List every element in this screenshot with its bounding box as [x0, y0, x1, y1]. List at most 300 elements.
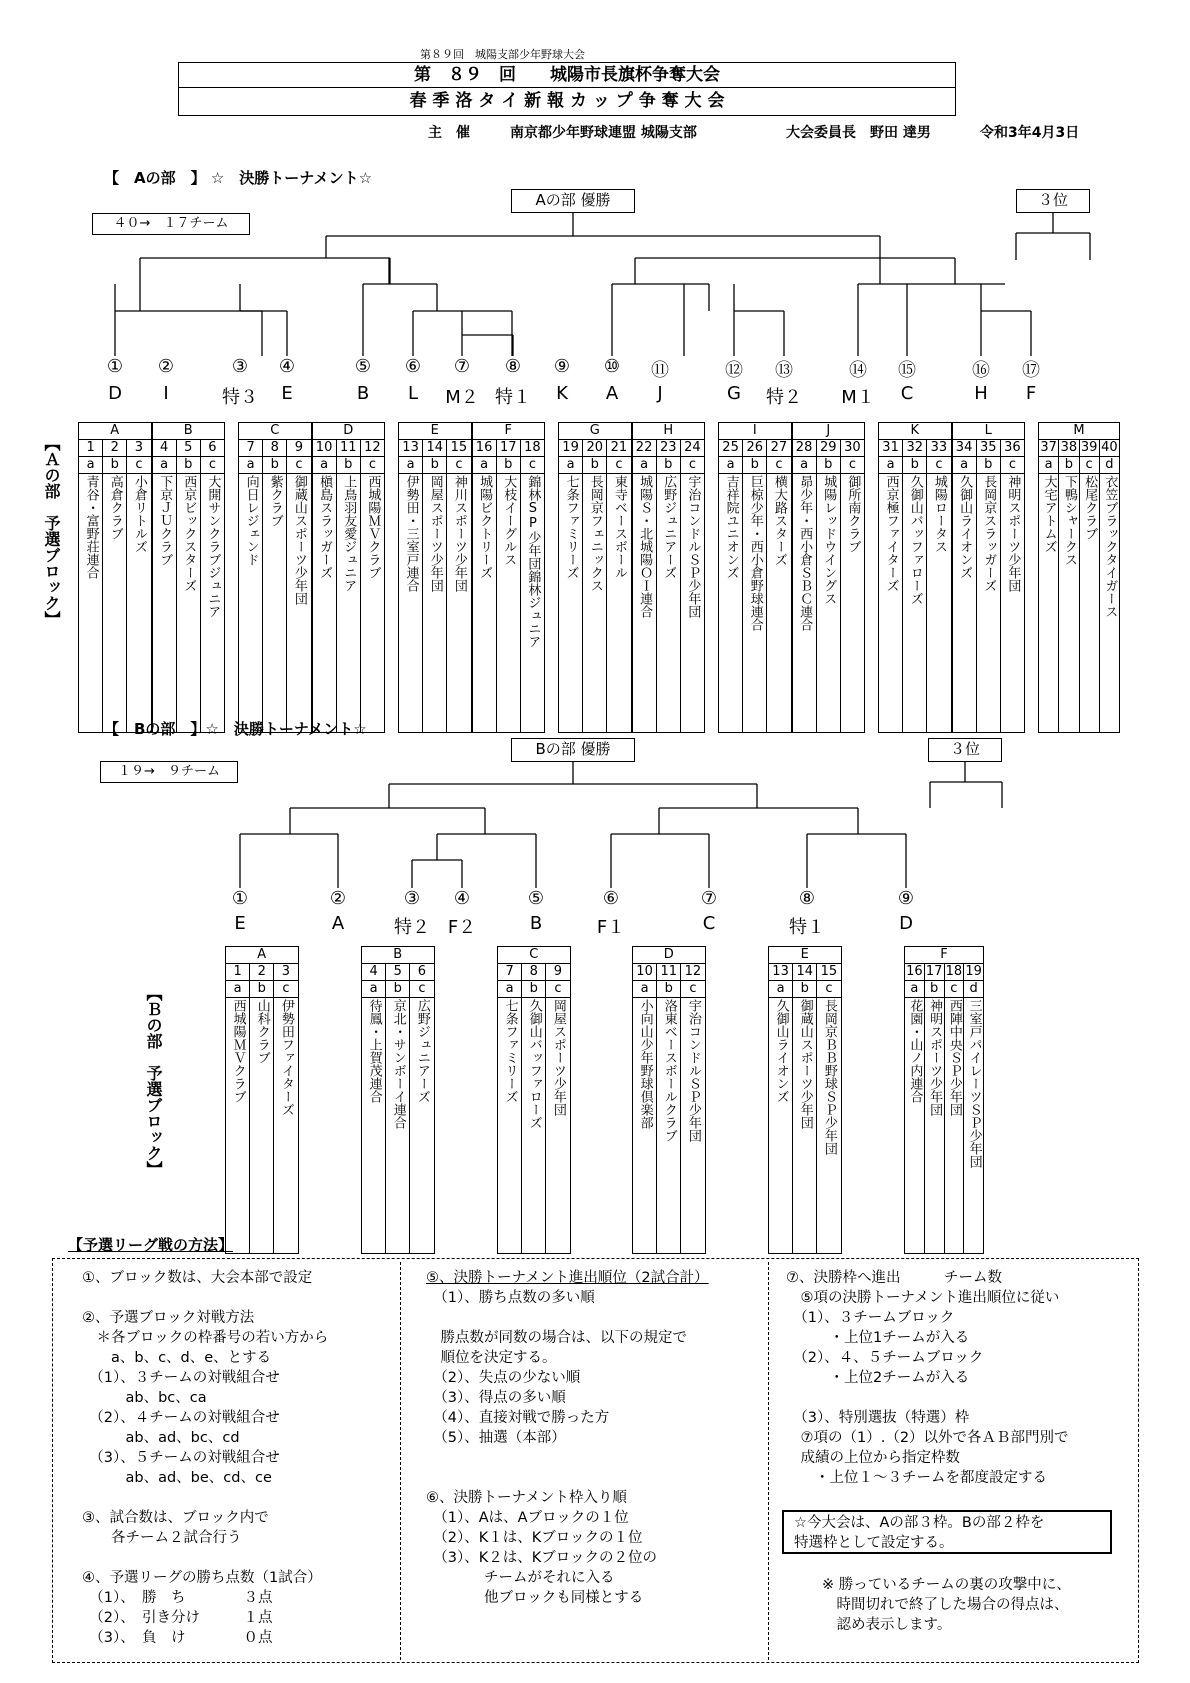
block-letter: a — [239, 457, 263, 474]
rule-line: （3）、特別選抜（特選）枠 — [786, 1410, 970, 1426]
block-number: 6 — [410, 964, 434, 981]
rule-line: （1）、Aは、Aブロックの１位 — [426, 1510, 629, 1526]
a-slot: ⑰ — [1022, 360, 1040, 381]
rule-line: 認め表示します。 — [822, 1617, 952, 1633]
rule-line: 時間切れで終了した場合の得点は、 — [822, 1597, 1069, 1613]
block-number: 15 — [817, 964, 841, 981]
block-number: 40 — [1101, 440, 1118, 455]
a-slot: ⑭ — [849, 360, 867, 381]
block-letter: a — [399, 457, 423, 474]
rule-line: （1）、３チームの対戦組合せ — [82, 1370, 280, 1386]
block-label: I — [719, 423, 792, 440]
a-slot: ⑯ — [972, 360, 990, 381]
rule-line: ③、試合数は、ブロック内で — [82, 1510, 269, 1526]
a-count-box: ４０→ １７チーム — [92, 213, 250, 235]
block-table-B — [361, 946, 435, 1254]
b-slot: ⑦ — [700, 888, 718, 909]
block-letter: b — [103, 457, 127, 474]
a-seed: 特３ — [222, 387, 258, 408]
block-number: 14 — [793, 964, 817, 981]
rule-line: ⑥、決勝トーナメント枠入り順 — [426, 1490, 627, 1506]
block-number: 9 — [287, 440, 311, 457]
block-letter: b — [336, 457, 360, 474]
block-letter: d — [964, 981, 984, 998]
block-label: E — [399, 423, 472, 440]
rule-line: （3）、 負 け ０点 — [82, 1630, 273, 1646]
block-number: 10 — [312, 440, 336, 457]
team-name: 御所南クラブ — [845, 475, 861, 553]
block-number: 34 — [952, 440, 976, 457]
rules-title: 【予選リーグ戦の方法】 — [68, 1236, 234, 1254]
block-number: 22 — [632, 440, 656, 457]
special-notice: ☆今大会は、Aの部３枠。Bの部２枠を 特選枠として設定する。 — [794, 1515, 1088, 1551]
b-seed: D — [899, 913, 913, 934]
block-letter: c — [520, 457, 544, 474]
block-letter: c — [274, 981, 298, 998]
rule-line: 順位を決定する。 — [426, 1350, 557, 1366]
block-number: 2 — [250, 964, 274, 981]
block-letter: c — [200, 457, 224, 474]
a-seed: J — [657, 383, 663, 404]
block-number: 26 — [743, 440, 767, 457]
team-name: 向日レジェンド — [243, 475, 259, 566]
block-label: F — [905, 947, 984, 964]
block-number: 14 — [423, 440, 447, 457]
team-name: 三室戸パイレーツＳＰ少年団 — [966, 999, 982, 1168]
a-slot: ③ — [231, 356, 249, 377]
b-slot: ② — [329, 888, 347, 909]
team-name: 岡屋スポーツ少年団 — [550, 999, 566, 1116]
block-number: 28 — [792, 440, 816, 457]
block-letter: b — [176, 457, 200, 474]
block-table-F — [904, 946, 984, 1254]
rule-line: （3）、５チームの対戦組合せ — [82, 1450, 280, 1466]
block-number: 18 — [945, 964, 963, 979]
b-slot: ④ — [453, 888, 471, 909]
block-number: 5 — [386, 964, 410, 981]
a-slot: ⑫ — [725, 360, 743, 381]
rule-line: a、b、c、d、e、とする — [82, 1350, 272, 1366]
team-name: 久御山バッファローズ — [526, 999, 542, 1129]
block-letter: b — [263, 457, 287, 474]
a-seed: H — [974, 383, 988, 404]
team-name: 吉祥院ユニオンズ — [723, 475, 739, 579]
host-label: 主 催 — [428, 125, 470, 141]
team-name: 大開サンクラブジュニア — [205, 475, 221, 618]
block-number: 5 — [176, 440, 200, 457]
a-seed: E — [281, 383, 293, 404]
a-side-label: 【Ａの部 予選ブロック】 — [42, 435, 61, 627]
block-label: K — [879, 423, 952, 440]
team-name: 西陣中央ＳＰ少年団 — [946, 999, 962, 1116]
block-letter: c — [410, 981, 434, 998]
block-letter: b — [816, 457, 840, 474]
a-slot: ⑥ — [404, 356, 422, 377]
team-name: 紫クラブ — [267, 475, 283, 527]
team-name: 七条ファミリーズ — [563, 475, 579, 579]
a-third-box: ３位 — [1016, 189, 1090, 213]
team-name: 久御山バッファローズ — [907, 475, 923, 605]
block-number: 11 — [336, 440, 360, 457]
rules-column-3 — [786, 1268, 1069, 1488]
block-letter: c — [767, 457, 791, 474]
block-number: 20 — [583, 440, 607, 457]
block-number: 30 — [840, 440, 864, 457]
block-number: 33 — [927, 440, 951, 457]
rule-line: チームがそれに入る — [426, 1570, 615, 1586]
block-label: C — [498, 947, 571, 964]
block-label: M — [1039, 423, 1120, 440]
rule-line — [426, 1448, 709, 1468]
block-letter: a — [152, 457, 176, 474]
block-letter: a — [633, 981, 657, 998]
subtitle: 第８９回 城陽支部少年野球大会 — [420, 48, 585, 61]
block-letter: c — [127, 457, 151, 474]
team-name: 西城陽ＭＶクラブ — [230, 999, 246, 1103]
a-slot: ④ — [278, 356, 296, 377]
block-letter: a — [952, 457, 976, 474]
team-name: 巨椋少年・西小倉野球連合 — [747, 475, 763, 631]
rule-line: ab、bc、ca — [82, 1390, 207, 1406]
team-name: 待鳳・上賀茂連合 — [366, 999, 382, 1103]
block-number: 7 — [498, 964, 522, 981]
block-letter: c — [360, 457, 384, 474]
b-seed: 特１ — [789, 917, 825, 938]
rule-line: ④、予選リーグの勝ち点数（1試合） — [82, 1570, 322, 1586]
team-name: 松尾クラブ — [1082, 475, 1098, 540]
block-table-E — [768, 946, 842, 1254]
team-name: 青谷・富野荘連合 — [83, 475, 99, 579]
team-name: 衣笠ブラックタイガース — [1102, 475, 1118, 618]
b-side-label: 【Ｂの部 予選ブロック】 — [144, 985, 163, 1177]
team-name: 広野ジュニアーズ — [414, 999, 430, 1103]
rule-line: 勝点数が同数の場合は、以下の規定で — [426, 1330, 687, 1346]
a-seed: M２ — [445, 387, 479, 408]
b-slot: ⑨ — [897, 888, 915, 909]
block-letter: c — [287, 457, 311, 474]
block-label: F — [472, 423, 545, 440]
rule-line — [786, 1388, 1069, 1408]
block-number: 19 — [965, 964, 982, 979]
rule-line: ・上位1チームが入る — [786, 1330, 970, 1346]
rule-line: （1）、３チームブロック — [786, 1310, 955, 1326]
a-slot: ① — [106, 356, 124, 377]
block-letter: a — [79, 457, 103, 474]
rules-col2-heading: ⑤、決勝トーナメント進出順位（2試合計） — [426, 1270, 709, 1286]
title-line-1: 第 ８９ 回 城陽市長旗杯争奪大会 — [179, 63, 955, 88]
block-letter: a — [719, 457, 743, 474]
rule-line: （5）、抽選（本部） — [426, 1430, 566, 1446]
rule-line: （2）、４、５チームブロック — [786, 1350, 984, 1366]
b-seed: A — [331, 913, 345, 934]
block-number: 29 — [816, 440, 840, 457]
rule-line — [82, 1548, 328, 1568]
team-name: 錦林SP少年団錦林ジュニア — [525, 475, 541, 648]
a-seed: D — [108, 383, 122, 404]
block-letter: b — [976, 457, 1000, 474]
b-champion-box: Bの部 優勝 — [511, 738, 635, 762]
a-seed: I — [163, 383, 169, 404]
block-number: 10 — [633, 964, 657, 981]
block-letter: c — [607, 457, 631, 474]
block-number: 6 — [200, 440, 224, 457]
block-letter: a — [632, 457, 656, 474]
block-letter: c — [680, 457, 704, 474]
block-label: A — [79, 423, 152, 440]
block-letter: c — [681, 981, 705, 998]
special-notice-box — [782, 1510, 1112, 1554]
a-champion-box: Aの部 優勝 — [511, 189, 635, 213]
block-number: 16 — [472, 440, 496, 457]
block-letter: a — [879, 457, 903, 474]
rule-line: ＊各ブロックの枠番号の若い方から — [82, 1330, 329, 1346]
a-seed: F — [1025, 383, 1037, 404]
block-number: 8 — [522, 964, 546, 981]
block-number: 25 — [719, 440, 743, 457]
team-name: 槇島スラッガーズ — [317, 475, 333, 579]
block-number: 2 — [103, 440, 127, 457]
block-letter: a — [905, 981, 925, 998]
team-name: 神川スポーツ少年団 — [451, 475, 467, 592]
block-number: 39 — [1080, 440, 1098, 455]
team-name: 下京ＪＵクラブ — [157, 475, 173, 566]
a-slot: ⑧ — [504, 356, 522, 377]
team-name: 神明スポーツ少年団 — [927, 999, 943, 1116]
block-letter: a — [792, 457, 816, 474]
team-name: 高倉クラブ — [107, 475, 123, 540]
team-name: 伊勢田・三室戸連合 — [403, 475, 419, 592]
a-seed: L — [407, 383, 419, 404]
block-letter: a — [769, 981, 793, 998]
a-seed: K — [556, 383, 568, 404]
team-name: 城陽Ｓ・北城陽ＯＩ連合 — [637, 475, 653, 618]
block-number: 1 — [226, 964, 250, 981]
block-label: J — [792, 423, 865, 440]
block-label: L — [952, 423, 1025, 440]
team-name: 久御山ライオンズ — [773, 999, 789, 1103]
a-seed: 特１ — [495, 387, 531, 408]
a-seed: 特２ — [766, 387, 802, 408]
rule-line: （2）、K１は、Kブロックの１位 — [426, 1530, 643, 1546]
block-number: 3 — [127, 440, 151, 457]
block-letter: b — [657, 981, 681, 998]
block-label: E — [769, 947, 842, 964]
b-seed: F１ — [596, 917, 626, 938]
block-letter: a — [1039, 457, 1059, 474]
rules-divider-2 — [768, 1262, 769, 1660]
chairman: 大会委員長 野田 達男 — [786, 125, 931, 141]
block-letter: a — [559, 457, 583, 474]
b-slot: ① — [231, 888, 249, 909]
block-letter: b — [793, 981, 817, 998]
team-name: 東寺ベースボール — [611, 475, 627, 579]
a-slot: ⑮ — [898, 360, 916, 381]
a-heading: 【 Aの部 】 ☆ 決勝トーナメント☆ — [104, 169, 373, 187]
block-number: 18 — [520, 440, 544, 457]
block-number: 16 — [906, 964, 923, 979]
block-number: 36 — [1000, 440, 1024, 457]
rule-line: （1）、勝ち点数の多い順 — [426, 1290, 595, 1306]
rule-line: ①、ブロック数は、大会本部で設定 — [82, 1270, 313, 1286]
block-number: 23 — [656, 440, 680, 457]
team-name: 長岡京スラッガーズ — [981, 475, 997, 592]
block-letter: b — [924, 981, 944, 998]
team-name: 大宅アトムズ — [1041, 475, 1057, 553]
block-number: 3 — [274, 964, 298, 981]
rule-line: （2）、４チームの対戦組合せ — [82, 1410, 280, 1426]
block-number: 12 — [360, 440, 384, 457]
rule-line: ・上位１～３チームを都度設定する — [786, 1470, 1047, 1486]
a-seed: B — [356, 383, 370, 404]
team-name: 西城陽ＭＶクラブ — [365, 475, 381, 579]
rules-col2-body — [426, 1288, 709, 1608]
team-name: 長岡京ＢＢ野球ＳＰ少年団 — [821, 999, 837, 1155]
rule-line — [426, 1468, 709, 1488]
a-slot: ⑤ — [354, 356, 372, 377]
team-name: 御蔵山スポーツ少年団 — [797, 999, 813, 1129]
team-name: 小倉リトルズ — [131, 475, 147, 553]
rule-line: （4）、直接対戦で勝った方 — [426, 1410, 610, 1426]
block-label: B — [362, 947, 435, 964]
rules-column-1 — [82, 1268, 328, 1648]
block-number: 12 — [681, 964, 705, 981]
a-slot: ⑪ — [651, 360, 669, 381]
block-number: 13 — [769, 964, 793, 981]
rule-line: （1）、 勝 ち ３点 — [82, 1590, 273, 1606]
block-number: 35 — [976, 440, 1000, 457]
block-letter: a — [362, 981, 386, 998]
rule-line: （2）、失点の少ない順 — [426, 1370, 581, 1386]
team-name: 宇治コンドルＳＰ少年団 — [685, 475, 701, 618]
block-letter: c — [546, 981, 570, 998]
block-number: 21 — [607, 440, 631, 457]
block-letter: c — [944, 981, 964, 998]
block-number: 32 — [903, 440, 927, 457]
b-seed: C — [702, 913, 716, 934]
block-label: H — [632, 423, 705, 440]
team-name: 小向山少年野球倶楽部 — [637, 999, 653, 1129]
block-number: 4 — [362, 964, 386, 981]
a-seed: C — [900, 383, 914, 404]
team-name: 七条ファミリーズ — [502, 999, 518, 1103]
block-table-D — [632, 946, 706, 1254]
team-name: 西京ビックスターズ — [181, 475, 197, 592]
block-number: 19 — [559, 440, 583, 457]
team-name: 上鳥羽友愛ジュニア — [341, 475, 357, 592]
block-number: 7 — [239, 440, 263, 457]
block-number: 31 — [879, 440, 903, 457]
block-letter: b — [656, 457, 680, 474]
block-letter: c — [1079, 457, 1099, 474]
date: 令和3年4月3日 — [980, 125, 1080, 141]
rule-line: （2）、 引き分け １点 — [82, 1610, 273, 1626]
block-number: 38 — [1060, 440, 1078, 455]
team-name: 宇治コンドルＳＰ少年団 — [685, 999, 701, 1142]
team-name: 洛東ベースボールクラブ — [661, 999, 677, 1142]
rule-line: 各チーム２試合行う — [82, 1530, 242, 1546]
a-seed: M１ — [841, 387, 875, 408]
a-seed: A — [605, 383, 619, 404]
rule-line: ab、ad、bc、cd — [82, 1430, 240, 1446]
block-label: C — [239, 423, 312, 440]
a-slot: ⑨ — [553, 356, 571, 377]
b-slot: ⑥ — [602, 888, 620, 909]
a-slot: ⑩ — [603, 356, 621, 377]
rule-line: ・上位2チームが入る — [786, 1370, 970, 1386]
block-number: 9 — [546, 964, 570, 981]
team-name: 昴少年・西小倉ＳＢＣ連合 — [797, 475, 813, 631]
rule-line: ②、予選ブロック対戦方法 — [82, 1310, 255, 1326]
rule-line: ⑦、決勝枠へ進出 チーム数 — [786, 1270, 1002, 1286]
block-number: 17 — [925, 964, 943, 979]
b-third-box: ３位 — [928, 738, 1002, 762]
block-letter: c — [817, 981, 841, 998]
team-name: 城陽レッドウイングス — [821, 475, 837, 605]
b-count-box: １９→ ９チーム — [100, 761, 238, 783]
timeout-note — [822, 1575, 1071, 1635]
b-seed: 特２ — [394, 917, 430, 938]
block-number: 13 — [399, 440, 423, 457]
block-letter: c — [1000, 457, 1024, 474]
a-slot: ⑦ — [453, 356, 471, 377]
host-name: 南京都少年野球連盟 城陽支部 — [510, 125, 697, 141]
block-letter: b — [386, 981, 410, 998]
rule-line: ⑦項の（1）.（2）以外で各ＡＢ部門別で — [786, 1430, 1069, 1446]
rule-line — [82, 1488, 328, 1508]
team-name: 長岡京フェニックス — [587, 475, 603, 592]
block-number: 24 — [680, 440, 704, 457]
a-slot: ⑬ — [775, 360, 793, 381]
team-name: 花園・山ノ内連合 — [907, 999, 923, 1103]
block-letter: b — [903, 457, 927, 474]
block-letter: c — [447, 457, 471, 474]
title-line-2: 春 季 洛 タ イ 新 報 カ ッ プ 争 奪 大 会 — [409, 91, 725, 111]
block-number: 8 — [263, 440, 287, 457]
block-number: 4 — [152, 440, 176, 457]
block-letter: c — [840, 457, 864, 474]
block-letter: a — [498, 981, 522, 998]
team-name: 横大路スターズ — [771, 475, 787, 566]
rule-line — [82, 1288, 328, 1308]
rule-line — [426, 1308, 709, 1328]
block-letter: b — [1059, 457, 1079, 474]
block-letter: a — [226, 981, 250, 998]
block-table-A — [225, 946, 299, 1254]
b-seed: E — [234, 913, 246, 934]
team-name: 岡屋スポーツ少年団 — [427, 475, 443, 592]
block-label: D — [312, 423, 385, 440]
a-seed: G — [727, 383, 741, 404]
block-number: 17 — [496, 440, 520, 457]
block-number: 1 — [79, 440, 103, 457]
block-label: D — [633, 947, 706, 964]
rules-divider-1 — [400, 1262, 401, 1660]
block-number: 11 — [657, 964, 681, 981]
b-slot: ⑤ — [527, 888, 545, 909]
block-letter: b — [522, 981, 546, 998]
rules-column-2 — [426, 1268, 709, 1608]
block-letter: a — [472, 457, 496, 474]
team-name: 城陽ロータス — [931, 475, 947, 553]
block-letter: a — [312, 457, 336, 474]
team-name: 山科クラブ — [254, 999, 270, 1064]
b-seed: F２ — [447, 917, 477, 938]
block-number: 15 — [447, 440, 471, 457]
block-number: 27 — [767, 440, 791, 457]
rule-line: ⑤項の決勝トーナメント進出順位に従い — [786, 1290, 1060, 1306]
rule-line: （3）、K２は、Kブロックの２位の — [426, 1550, 657, 1566]
block-letter: b — [423, 457, 447, 474]
